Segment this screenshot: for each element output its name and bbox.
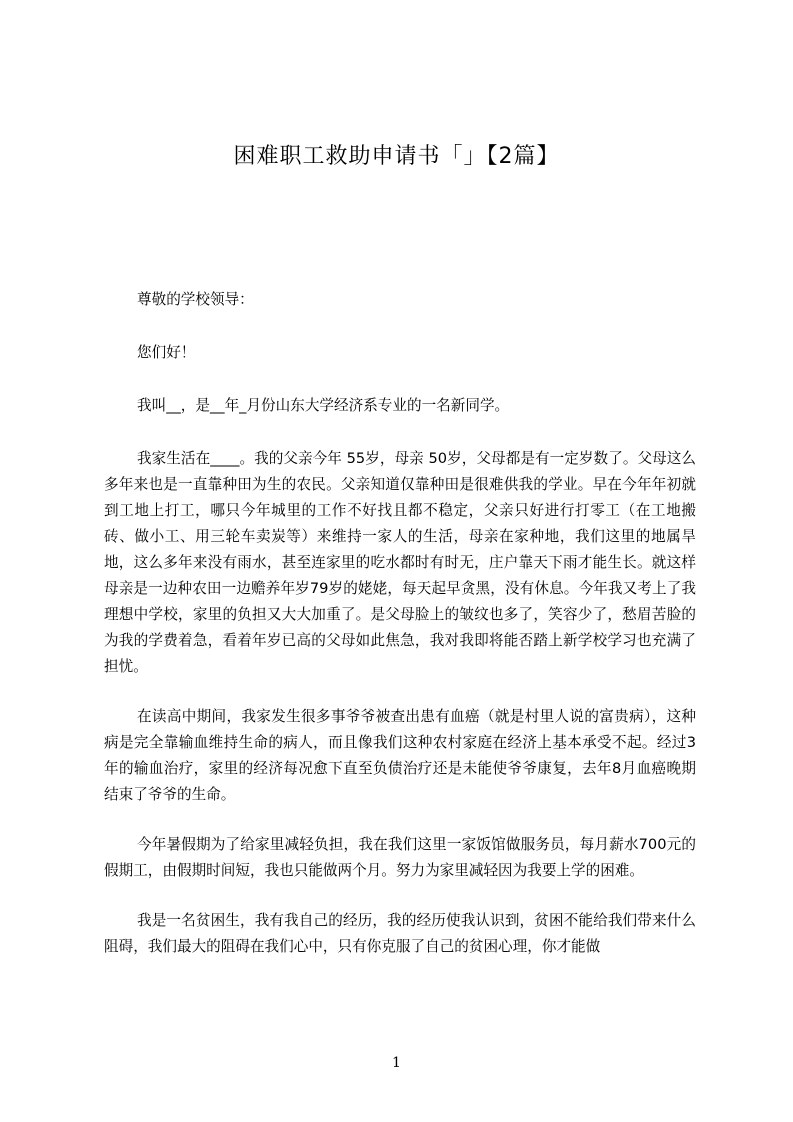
greeting-paragraph: 您们好！ (137, 344, 196, 361)
document-title: 困难职工救助申请书「」【2篇】 (233, 144, 560, 169)
grandfather-illness-paragraph: 在读高中期间，我家发生很多事爷爷被查出患有血癌（就是村里人说的富贵病），这种病是完全靠输血维持生命的病人，而且像我们这种农村家庭在经济上基本承受不起。经过3年的输血治疗，家里的经济每况愈下直至负债治疗还是未能使爷爷康复，去年8月血癌晚期结束了爷爷的生命。 (104, 708, 696, 803)
document-body (104, 287, 696, 984)
salutation-paragraph: 尊敬的学校领导： (137, 291, 254, 308)
page-number: 1 (392, 1055, 401, 1071)
family-situation-paragraph: 我家生活在____。我的父亲今年 55岁，母亲 50岁，父母都是有一定岁数了。父母这么多年来也是一直靠种田为生的农民。父亲知道仅靠种田是很难供我的学业。早在今年年初就到工地上打工，哪只今年城里的工作不好找且都不稳定，父亲只好进行打零工（在工地搬砖、做小工、用三轮车卖炭等）来维持一家人的生活，母亲在家种地，我们这里的地属旱地，这么多年来没有雨水，甚至连家里的吃水都时有时无，庄户靠天下雨才能生长。就这样母亲是一边种农田一边赡养年岁79岁的姥姥，每天起早贪黑，没有休息。今年我又考上了我理想中学校，家里的负担又大大加重了。是父母脸上的皱纹也多了，笑容少了，愁眉苦脸的为我的学费着急，看着年岁已高的父母如此焦急，我对我即将能否踏上新学校学习也充满了担忧。 (104, 450, 696, 675)
reflection-paragraph: 我是一名贫困生，我有我自己的经历，我的经历使我认识到，贫困不能给我们带来什么阻碍，我们最大的阻碍在我们心中，只有你克服了自己的贫困心理，你才能做 (104, 912, 696, 955)
introduction-paragraph: 我叫__，是__年_月份山东大学经济系专业的一名新同学。 (137, 397, 510, 414)
summer-job-paragraph: 今年暑假期为了给家里减轻负担，我在我们这里一家饭馆做服务员，每月薪水700元的假期工，由假期时间短，我也只能做两个月。努力为家里减轻因为我要上学的困难。 (104, 836, 696, 879)
